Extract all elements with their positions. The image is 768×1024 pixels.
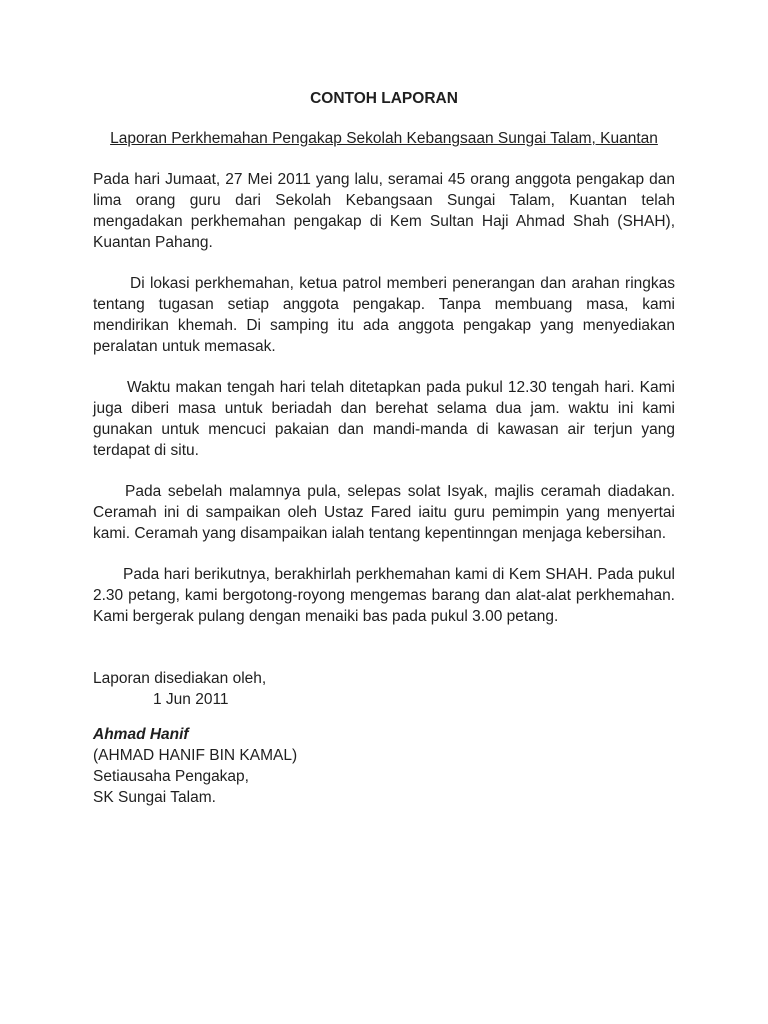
document-page — [93, 88, 675, 808]
paragraph-5: Pada hari berikutnya, berakhirlah perkhemahan kami di Kem SHAH. Pada pukul 2.30 petang, kami bergotong-royong mengemas barang dan alat-alat perkhemahan. Kami bergerak pulang dengan menaiki bas pada pukul 3.00 petang. — [93, 566, 675, 625]
paragraph-3: Waktu makan tengah hari telah ditetapkan pada pukul 12.30 tengah hari. Kami juga diberi masa untuk beriadah dan berehat selama dua jam. waktu ini kami gunakan untuk mencuci pakaian dan mandi-manda di kawasan air terjun yang terdapat di situ. — [93, 379, 675, 459]
paragraph-2: Di lokasi perkhemahan, ketua patrol memberi penerangan dan arahan ringkas tentang tugasan setiap anggota pengakap. Tanpa membuang masa, kami mendirikan khemah. Di samping itu ada anggota pengakap yang menyediakan peralatan untuk memasak. — [93, 275, 675, 355]
full-name: (AHMAD HANIF BIN KAMAL) — [93, 747, 298, 764]
paragraph-4: Pada sebelah malamnya pula, selepas solat Isyak, majlis ceramah diadakan. Ceramah ini di sampaikan oleh Ustaz Fared iaitu guru pemimpin yang menyertai kami. Ceramah yang disampaikan ialah tentang kepentinngan menjaga kebersihan. — [93, 483, 675, 542]
school-name: SK Sungai Talam. — [93, 789, 216, 806]
signed-name: Ahmad Hanif — [93, 726, 189, 743]
signature-block — [93, 668, 675, 808]
position-title: Setiausaha Pengakap, — [93, 768, 249, 785]
report-subtitle: Laporan Perkhemahan Pengakap Sekolah Kebangsaan Sungai Talam, Kuantan — [110, 130, 658, 147]
report-date: 1 Jun 2011 — [153, 691, 229, 708]
paragraph-1: Pada hari Jumaat, 27 Mei 2011 yang lalu, seramai 45 orang anggota pengakap dan lima orang guru dari Sekolah Kebangsaan Sungai Talam, Kuantan telah mengadakan perkhemahan pengakap di Kem Sultan Haji Ahmad Shah (SHAH), Kuantan Pahang. — [93, 171, 675, 251]
report-title: CONTOH LAPORAN — [310, 90, 458, 107]
prepared-by-label: Laporan disediakan oleh, — [93, 670, 267, 687]
